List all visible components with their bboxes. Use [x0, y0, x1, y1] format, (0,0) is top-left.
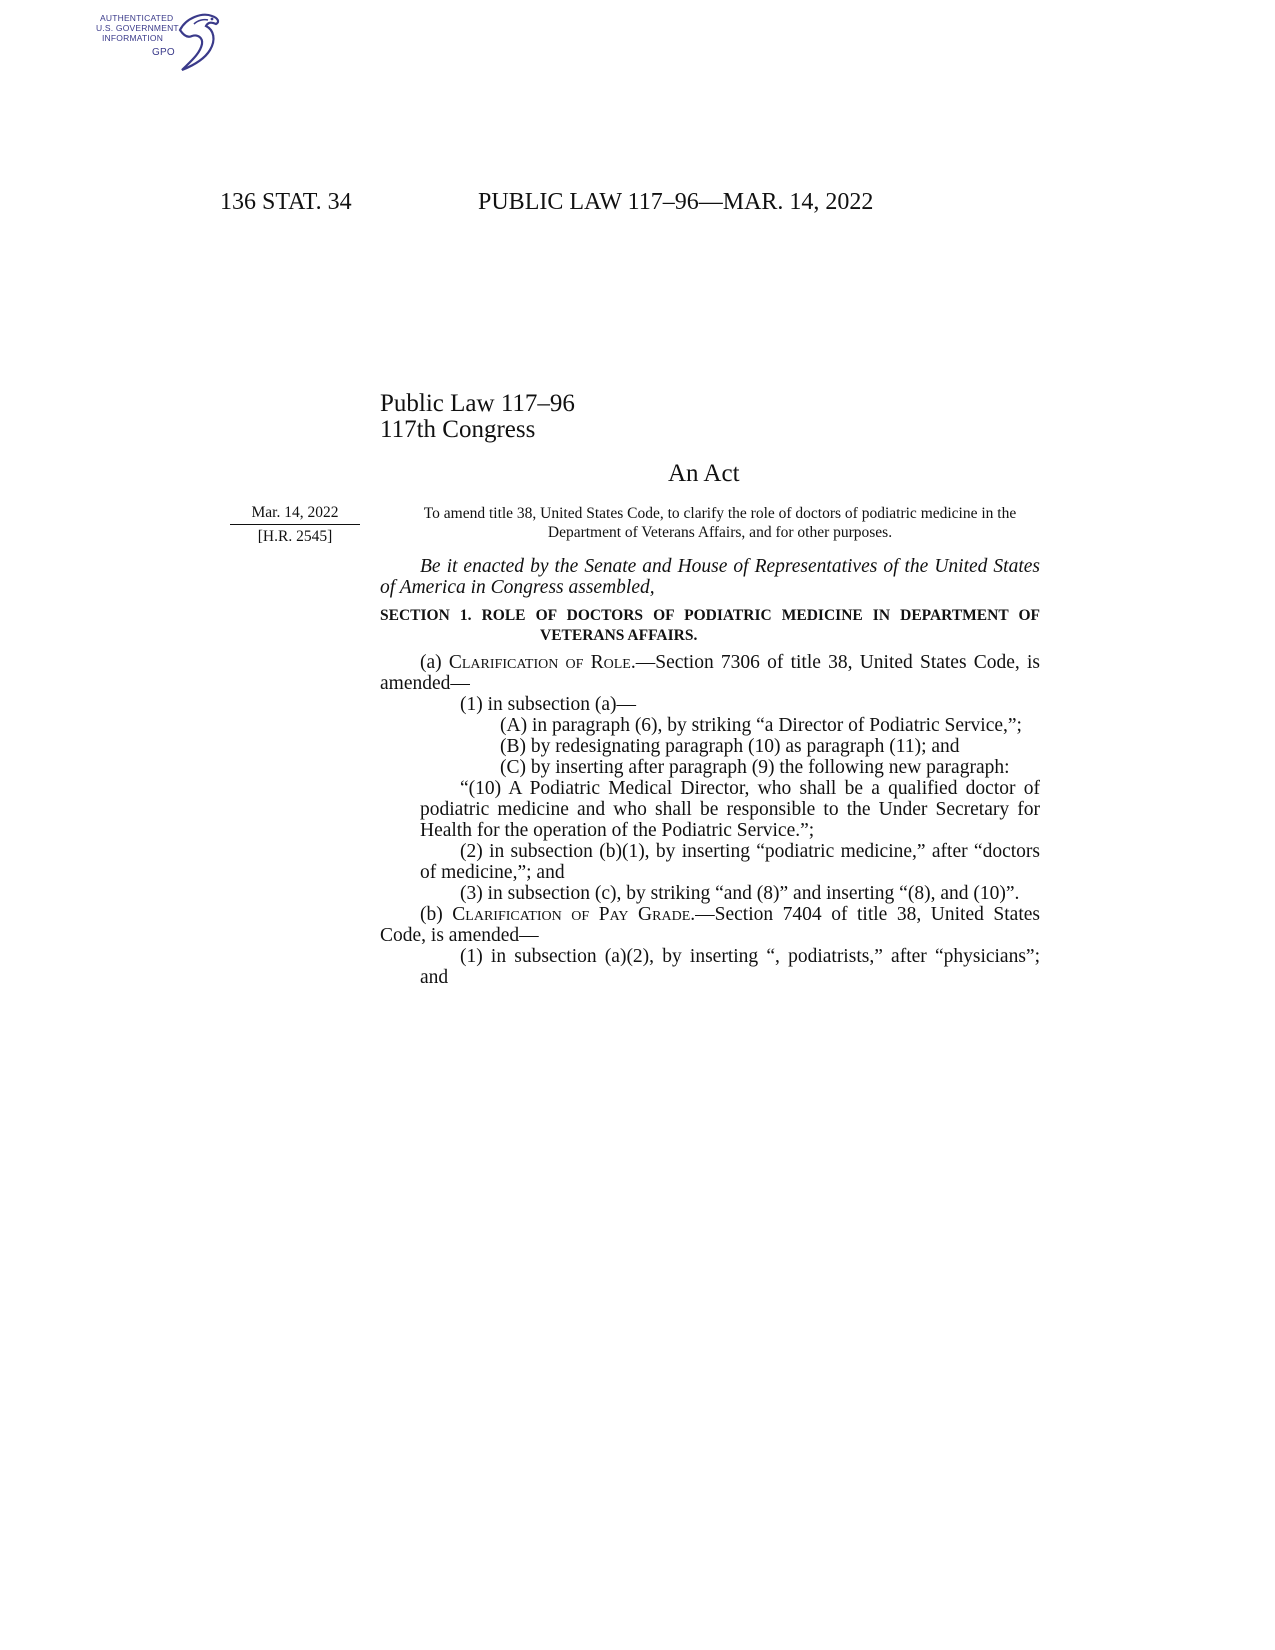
seal-line-1: AUTHENTICATED: [100, 13, 174, 23]
purpose-statement: To amend title 38, United States Code, to clarify the role of doctors of podiatric medicine in the Department of Veterans Affairs, and for other purposes.: [423, 505, 1017, 541]
enacting-clause: Be it enacted by the Senate and House of Representatives of the United States of America in Congress assembled,: [380, 556, 1040, 598]
paragraph-a2: (2) in subsection (b)(1), by inserting “podiatric medicine,” after “doctors of medicine,”; and: [420, 841, 1040, 883]
subsection-b-heading: Clarification of Pay Grade: [452, 904, 691, 925]
section-heading: SECTION 1. ROLE OF DOCTORS OF PODIATRIC MEDICINE IN DEPARTMENT OF VETERANS AFFAIRS.: [380, 607, 1040, 644]
subsection-a: [380, 652, 1040, 694]
act-body: [380, 556, 1040, 988]
subsection-a-heading: Clarification of Role: [448, 652, 631, 673]
gpo-authentication-seal: [96, 10, 236, 74]
subsection-b: [380, 904, 1040, 946]
seal-line-3: INFORMATION: [102, 33, 164, 43]
margin-note: [230, 503, 360, 547]
gpo-eagle-seal-icon: [172, 10, 228, 72]
inserted-paragraph-10: “(10) A Podiatric Medical Director, who shall be a qualified doctor of podiatric medicine and who shall be responsible to the Under Secretary for Health for the operation of the Podiatric Service.”;: [420, 778, 1040, 841]
subsection-a-text: .—Section 7306 of title 38, United States Code, is amended—: [380, 652, 1041, 694]
subparagraph-a1A: (A) in paragraph (6), by striking “a Director of Podiatric Service,”;: [500, 715, 1022, 736]
subsection-b-label: (b): [420, 904, 443, 925]
subparagraph-a1B: (B) by redesignating paragraph (10) as paragraph (11); and: [500, 736, 960, 757]
running-title: PUBLIC LAW 117–96—MAR. 14, 2022: [478, 189, 874, 215]
congress-number: 117th Congress: [380, 416, 536, 443]
subparagraph-a1C: (C) by inserting after paragraph (9) the following new paragraph:: [500, 757, 1010, 778]
subsection-b-text: .—Section 7404 of title 38, United States Code, is amended—: [380, 904, 1040, 946]
paragraph-a1: (1) in subsection (a)—: [460, 694, 636, 715]
bill-number: [H.R. 2545]: [257, 528, 333, 545]
enactment-date: Mar. 14, 2022: [230, 503, 360, 525]
public-law-number: Public Law 117–96: [380, 390, 575, 417]
paragraph-b1: (1) in subsection (a)(2), by inserting “, podiatrists,” after “physicians”; and: [420, 946, 1040, 988]
subsection-a-label: (a): [420, 652, 442, 673]
page-stat-reference: 136 STAT. 34: [220, 189, 352, 215]
seal-line-2: U.S. GOVERNMENT: [96, 23, 179, 33]
seal-mark: GPO: [152, 47, 175, 58]
paragraph-a3: (3) in subsection (c), by striking “and (8)” and inserting “(8), and (10)”.: [460, 883, 1020, 904]
an-act-heading: An Act: [668, 460, 740, 487]
